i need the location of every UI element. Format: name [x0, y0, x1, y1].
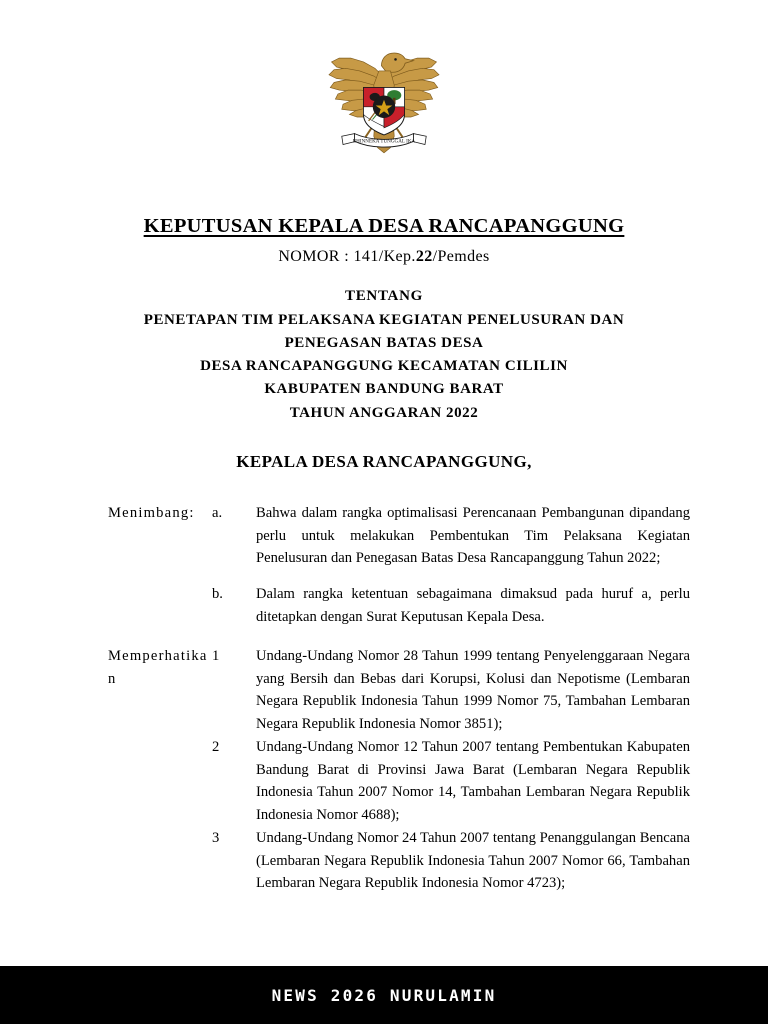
footer-banner: [0, 966, 768, 1024]
item-marker: 2: [212, 738, 220, 755]
clause-item: [212, 736, 690, 827]
title-block: [0, 214, 768, 472]
clause-item: [212, 583, 690, 629]
document-subject: [0, 309, 768, 425]
clauses-area: [0, 502, 768, 895]
document-number: [0, 247, 768, 268]
item-text: Undang-Undang Nomor 24 Tahun 2007 tentang Penanggulangan Bencana (Lembaran Negara Republik Indonesia Tahun 2007 Nomor 66, Tambahan Lembaran Negara Republik Indonesia Nomor 4723);: [256, 829, 690, 892]
motto-text: BHINNEKA TUNGGAL IKA: [352, 138, 416, 145]
item-marker: 3: [212, 829, 220, 846]
document-title: KEPUTUSAN KEPALA DESA RANCAPANGGUNG: [143, 215, 625, 237]
clause-label-menimbang: Menimbang:: [108, 504, 195, 521]
garuda-pancasila-emblem: [320, 40, 448, 162]
document-number-value: 22: [415, 247, 433, 265]
emblem-container: [0, 0, 768, 162]
subject-line-1: PENETAPAN TIM PELAKSANA KEGIATAN PENELUSURAN DAN: [143, 311, 625, 328]
clause-memperhatikan: [108, 645, 690, 895]
clause-items-menimbang: [212, 502, 690, 629]
subject-line-5: TAHUN ANGGARAN 2022: [289, 404, 479, 421]
subject-line-4: KABUPATEN BANDUNG BARAT: [264, 381, 504, 398]
clause-item: [212, 645, 690, 736]
clause-label-memperhatikan: Memperhatikan: [108, 647, 208, 687]
item-text: Bahwa dalam rangka optimalisasi Perencanaan Pembangunan dipandang perlu untuk melakukan Pembentukan Tim Pelaksana Kegiatan Penelusuran dan Penegasan Batas Desa Rancapanggung Tahun 2022;: [256, 504, 690, 567]
signatory-heading: KEPALA DESA RANCAPANGGUNG,: [236, 451, 532, 471]
pancasila-shield: [364, 88, 405, 135]
document-number-prefix: NOMOR : 141/Kep.: [278, 247, 416, 265]
item-marker: a.: [212, 504, 223, 521]
clause-items-memperhatikan: [212, 645, 690, 895]
item-marker: b.: [212, 586, 223, 603]
clause-item: [212, 502, 690, 570]
tentang-label: TENTANG: [345, 288, 423, 305]
clause-menimbang: [108, 502, 690, 629]
clause-item: [212, 827, 690, 895]
item-text: Undang-Undang Nomor 28 Tahun 1999 tentang Penyelenggaraan Negara yang Bersih dan Bebas dari Korupsi, Kolusi dan Nepotisme (Lembaran Negara Republik Indonesia Tahun 1999 Nomor 75, Tambahan Lembaran Negara Republik Indonesia Nomor 3851);: [256, 647, 690, 733]
subject-line-3: DESA RANCAPANGGUNG KECAMATAN CILILIN: [200, 358, 568, 375]
subject-line-2: PENEGASAN BATAS DESA: [284, 334, 484, 351]
item-text: Undang-Undang Nomor 12 Tahun 2007 tentang Pembentukan Kabupaten Bandung Barat di Provinsi Jawa Barat (Lembaran Negara Republik Indonesia Tahun 2007 Nomor 14, Tambahan Lembaran Negara Republik Indonesia Nomor 4688);: [256, 738, 690, 824]
item-marker: 1: [212, 647, 220, 664]
document-number-suffix: /Pemdes: [432, 247, 490, 265]
footer-watermark-text: NEWS 2026 NURULAMIN: [271, 985, 497, 1005]
item-text: Dalam rangka ketentuan sebagaimana dimaksud pada huruf a, perlu ditetapkan dengan Surat Keputusan Kepala Desa.: [256, 586, 690, 625]
